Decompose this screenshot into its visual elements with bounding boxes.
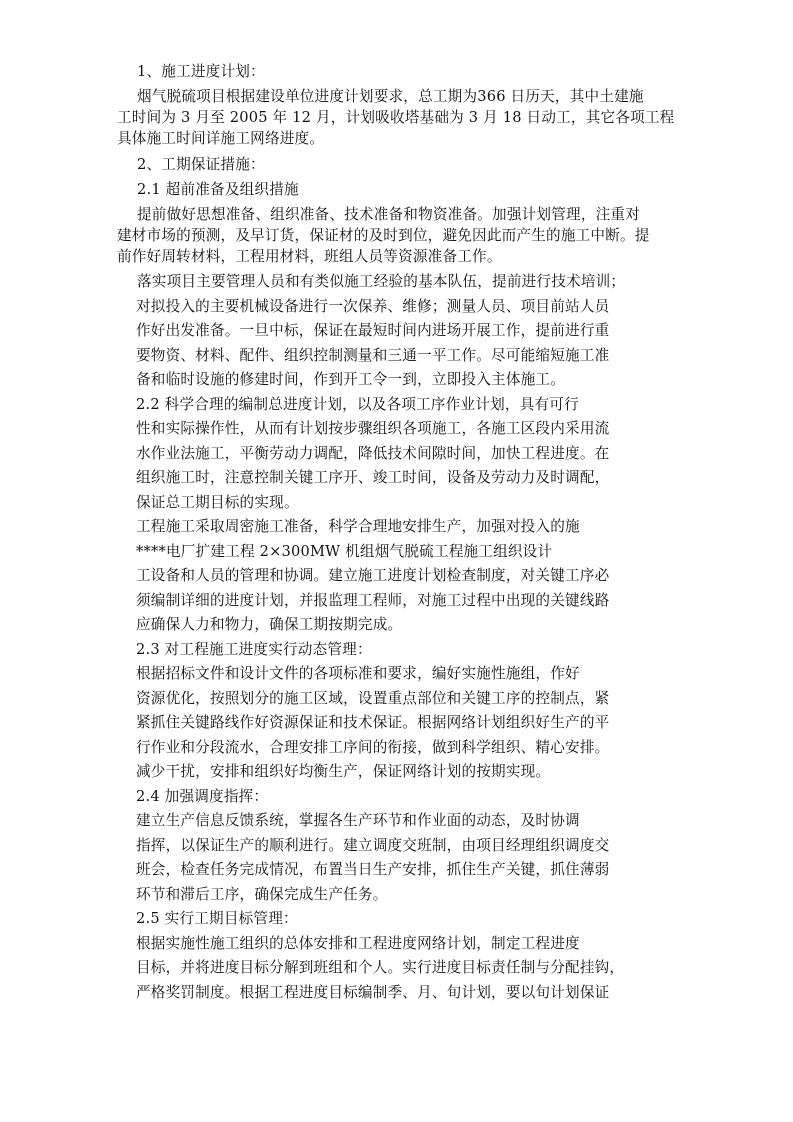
subheading-2-5: 2.5 实行工期目标管理： (136, 910, 298, 927)
heading-1-schedule-plan: 1、施工进度计划： (137, 63, 265, 80)
paragraph-line: 建材市场的预测，及早订货，保证材的及时到位，避免因此而产生的施工中断。提 (117, 227, 650, 244)
paragraph-line: 环节和滞后工序，确保完成生产任务。 (136, 886, 388, 903)
paragraph-line: 资源优化，按照划分的施工区域，设置重点部位和关键工序的控制点，紧 (136, 690, 610, 707)
paragraph-line: 提前做好思想准备、组织准备、技术准备和物资准备。加强计划管理，注重对 (137, 206, 640, 223)
paragraph-line: 对拟投入的主要机械设备进行一次保养、维修；测量人员、项目前站人员 (136, 298, 610, 315)
paragraph-line: 落实项目主要管理人员和有类似施工经验的基本队伍，提前进行技术培训； (137, 273, 626, 290)
paragraph-line: 要物资、材料、配件、组织控制测量和三通一平工作。尽可能缩短施工准 (136, 347, 610, 364)
paragraph-line: 具体施工时间详施工网络进度。 (117, 130, 325, 147)
running-header: ****电厂扩建工程 2×300MW 机组烟气脱硫工程施工组织设计 (136, 543, 553, 560)
paragraph-line: 根据招标文件和设计文件的各项标准和要求，编好实施性施组，作好 (136, 665, 580, 682)
subheading-2-1: 2.1 超前准备及组织措施 (137, 181, 299, 198)
paragraph-line: 备和临时设施的修建时间，作到开工令一到，立即投入主体施工。 (136, 371, 566, 388)
paragraph-line: 严格奖罚制度。根据工程进度目标编制季、月、旬计划，要以旬计划保证 (136, 984, 610, 1001)
paragraph-line: 目标，并将进度目标分解到班组和个人。实行进度目标责任制与分配挂钩， (136, 959, 625, 976)
paragraph-line: 工设备和人员的管理和协调。建立施工进度计划检查制度，对关键工序必 (136, 567, 610, 584)
paragraph-line: 根据实施性施工组织的总体安排和工程进度网络计划，制定工程进度 (136, 935, 580, 952)
paragraph-line: 烟气脱硫项目根据建设单位进度计划要求，总工期为366 日历天，其中土建施 (137, 88, 644, 105)
paragraph-line: 紧抓住关键路线作好资源保证和技术保证。根据网络计划组织好生产的平 (136, 714, 610, 731)
paragraph-line: 前作好周转材料，工程用材料，班组人员等资源准备工作。 (117, 248, 502, 265)
paragraph-line: 建立生产信息反馈系统，掌握各生产环节和作业面的动态，及时协调 (136, 812, 580, 829)
heading-2-guarantee-measures: 2、工期保证措施： (137, 156, 265, 173)
paragraph-line: 减少干扰，安排和组织好均衡生产，保证网络计划的按期实现。 (136, 763, 551, 780)
paragraph-line: 工程施工采取周密施工准备，科学合理地安排生产，加强对投入的施 (136, 518, 580, 535)
paragraph-line: 应确保人力和物力，确保工期按期完成。 (136, 616, 403, 633)
subheading-2-4: 2.4 加强调度指挥： (136, 788, 269, 805)
paragraph-line: 行作业和分段流水，合理安排工序间的衔接，做到科学组织、精心安排。 (136, 739, 610, 756)
subheading-2-2: 2.2 科学合理的编制总进度计划，以及各项工序作业计划，具有可行 (136, 396, 579, 413)
paragraph-line: 班会，检查任务完成情况，布置当日生产安排，抓住生产关键，抓住薄弱 (136, 861, 610, 878)
paragraph-line: 指挥，以保证生产的顺利进行。建立调度交班制，由项目经理组织调度交 (136, 837, 610, 854)
paragraph-line: 作好出发准备。一旦中标，保证在最短时间内进场开展工作，提前进行重 (136, 322, 610, 339)
paragraph-line: 须编制详细的进度计划，并报监理工程师，对施工过程中出现的关键线路 (136, 592, 610, 609)
paragraph-line: 工时间为 3 月至 2005 年 12 月，计划吸收塔基础为 3 月 18 日动工，其它各项工程 (117, 109, 675, 126)
paragraph-line: 保证总工期目标的实现。 (136, 494, 299, 511)
paragraph-line: 水作业法施工，平衡劳动力调配，降低技术间隙时间，加快工程进度。在 (136, 445, 610, 462)
paragraph-line: 性和实际操作性，从而有计划按步骤组织各项施工，各施工区段内采用流 (136, 420, 610, 437)
paragraph-line: 组织施工时，注意控制关键工序开、竣工时间，设备及劳动力及时调配， (136, 469, 610, 486)
subheading-2-3: 2.3 对工程施工进度实行动态管理： (136, 641, 372, 658)
